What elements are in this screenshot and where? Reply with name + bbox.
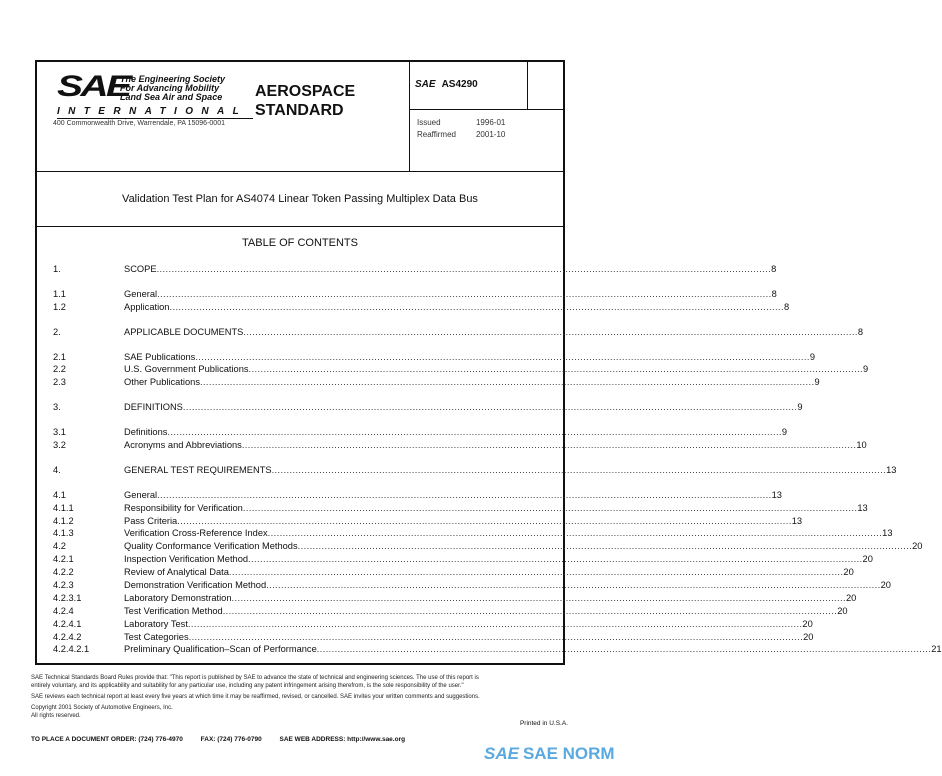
toc-title: Laboratory Test xyxy=(124,618,188,629)
toc-entry[interactable] xyxy=(53,489,782,502)
toc-page: 9 xyxy=(863,364,869,375)
toc-leader xyxy=(229,566,844,579)
tagline-line: The Engineering Society xyxy=(120,74,226,84)
toc-title: Verification Cross-Reference Index xyxy=(124,528,268,539)
toc-leader xyxy=(177,515,792,528)
toc-number: 2.3 xyxy=(53,377,66,388)
toc-title: Preliminary Qualification–Scan of Performance xyxy=(124,644,317,655)
toc-number: 4.1.3 xyxy=(53,528,74,539)
toc-section xyxy=(53,426,867,452)
toc-section xyxy=(53,263,777,276)
toc-entry[interactable] xyxy=(53,263,777,276)
toc-section xyxy=(53,288,790,314)
divider xyxy=(527,62,528,109)
toc-leader xyxy=(272,464,887,477)
web-address[interactable]: SAE WEB ADDRESS: http://www.sae.org xyxy=(279,736,406,743)
toc-entry[interactable] xyxy=(53,502,868,515)
toc-page: 9 xyxy=(814,377,820,388)
watermark-mark: SAE xyxy=(484,744,519,763)
toc-page: 20 xyxy=(843,567,854,578)
document-title: Validation Test Plan for AS4074 Linear Token Passing Multiplex Data Bus xyxy=(37,172,563,227)
toc-title: Definitions xyxy=(124,427,168,438)
toc-page: 20 xyxy=(880,580,891,591)
address: 400 Commonwealth Drive, Warrendale, PA 15096-0001 xyxy=(53,120,225,127)
toc-entry[interactable] xyxy=(53,527,893,540)
toc-leader xyxy=(183,401,798,414)
toc-leader xyxy=(223,605,838,618)
order-info xyxy=(31,736,421,743)
toc-entry[interactable] xyxy=(53,540,923,553)
toc-number: 4.2.4.1 xyxy=(53,618,82,629)
footer xyxy=(31,674,493,720)
toc-title: DEFINITIONS xyxy=(124,402,183,413)
toc-section xyxy=(53,326,864,339)
footer-rules: SAE Technical Standards Board Rules provide that: "This report is published by SAE to advance the state of technical and engineering sciences. The use of this report is entirely voluntary, and its applicability and suitability for any particular use, including any patent infringement arising therefrom, is the sole responsibility of the user." xyxy=(31,675,479,689)
toc-leader xyxy=(298,540,913,553)
toc-number: 2. xyxy=(53,326,61,337)
toc-section xyxy=(53,489,942,657)
toc-page: 20 xyxy=(912,541,923,552)
watermark-text: SAE NORM xyxy=(522,744,615,763)
toc-number: 2.2 xyxy=(53,364,66,375)
toc-title: SCOPE xyxy=(124,264,157,274)
toc-title: APPLICABLE DOCUMENTS xyxy=(124,326,244,337)
sae-mark: SAE xyxy=(415,79,436,90)
toc-page: 13 xyxy=(882,528,893,539)
toc-title: Responsibility for Verification xyxy=(124,502,243,513)
toc-entry[interactable] xyxy=(53,363,869,376)
toc-page: 20 xyxy=(846,592,857,603)
toc-leader xyxy=(157,489,772,502)
issued-label: Issued xyxy=(417,118,441,127)
toc-leader xyxy=(268,527,883,540)
dates-table xyxy=(415,116,525,142)
table-of-contents xyxy=(53,263,942,668)
toc-page: 20 xyxy=(803,631,814,642)
toc-page: 20 xyxy=(862,554,873,565)
footer-review: SAE reviews each technical report at least every five years at which time it may be reaffirmed, revised, or cancelled. SAE invites your written comments and suggestions. xyxy=(31,694,480,700)
divider xyxy=(409,109,563,110)
toc-page: 10 xyxy=(856,440,867,451)
toc-page: 8 xyxy=(857,326,864,337)
toc-title: Application xyxy=(124,301,170,312)
doc-type-line: AEROSPACE xyxy=(255,83,356,100)
toc-entry[interactable] xyxy=(53,326,864,339)
logo-tagline xyxy=(120,75,225,102)
doc-number-text: AS4290 xyxy=(441,79,478,90)
toc-title: Inspection Verification Method xyxy=(124,554,249,565)
toc-number: 4.1.2 xyxy=(53,515,74,526)
toc-number: 2.1 xyxy=(53,351,66,362)
toc-page: 13 xyxy=(791,515,803,526)
toc-number: 3.2 xyxy=(53,440,66,451)
toc-title: Pass Criteria xyxy=(124,515,178,526)
toc-leader xyxy=(249,363,864,376)
toc-title: General xyxy=(124,288,158,299)
toc-leader xyxy=(195,351,810,364)
toc-entry[interactable] xyxy=(53,426,788,439)
toc-section xyxy=(53,401,803,414)
toc-leader xyxy=(243,326,858,339)
toc-title: U.S. Government Publications xyxy=(124,364,249,375)
toc-number: 4.1.1 xyxy=(53,502,74,513)
toc-page: 9 xyxy=(797,402,803,413)
watermark-logo xyxy=(484,744,615,764)
issued-date: 1996-01 xyxy=(475,118,506,127)
toc-entry[interactable] xyxy=(53,515,803,528)
fax: FAX: (724) 776-0790 xyxy=(200,736,262,743)
toc-title: Demonstration Verification Method xyxy=(124,580,267,591)
order-phone: TO PLACE A DOCUMENT ORDER: (724) 776-4970 xyxy=(31,736,183,743)
toc-title: SAE Publications xyxy=(124,351,196,362)
toc-page: 9 xyxy=(781,427,788,438)
toc-title: Review of Analytical Data xyxy=(124,567,229,578)
toc-page: 8 xyxy=(783,301,790,312)
toc-number: 4.1 xyxy=(53,489,66,500)
toc-entry[interactable] xyxy=(53,579,891,592)
printed-in: Printed in U.S.A. xyxy=(519,720,568,727)
doc-type-line: STANDARD xyxy=(255,102,344,119)
toc-leader xyxy=(200,376,815,389)
divider xyxy=(409,62,410,172)
toc-number: 1.1 xyxy=(53,288,66,299)
toc-entry[interactable] xyxy=(53,351,815,364)
toc-leader xyxy=(232,592,847,605)
toc-leader xyxy=(248,553,863,566)
tagline-line: For Advancing Mobility xyxy=(120,83,220,93)
toc-number: 4.2.3.1 xyxy=(53,592,82,603)
toc-entry[interactable] xyxy=(53,439,867,452)
toc-page: 13 xyxy=(771,489,782,500)
toc-page: 20 xyxy=(837,605,848,616)
toc-entry[interactable] xyxy=(53,592,857,605)
toc-entry[interactable] xyxy=(53,566,854,579)
toc-title: Test Categories xyxy=(124,631,189,642)
toc-number: 3. xyxy=(53,402,61,413)
toc-leader xyxy=(242,439,857,452)
toc-entry[interactable] xyxy=(53,643,942,656)
toc-title: Quality Conformance Verification Methods xyxy=(124,541,298,552)
toc-leader xyxy=(189,631,804,644)
document-header-frame xyxy=(35,60,942,665)
toc-page: 8 xyxy=(771,264,777,274)
doc-number xyxy=(415,79,478,90)
toc-leader xyxy=(169,301,784,314)
toc-number: 4.2.4.2 xyxy=(53,631,82,642)
toc-entry[interactable] xyxy=(53,618,813,631)
toc-entry[interactable] xyxy=(53,401,803,414)
toc-leader xyxy=(157,288,772,301)
toc-number: 4.2.4 xyxy=(53,605,74,616)
sae-logo-mark: SAE xyxy=(57,70,130,103)
logo-international: INTERNATIONAL xyxy=(57,106,253,119)
toc-title: Other Publications xyxy=(124,377,200,388)
tagline-line: Land Sea Air and Space xyxy=(120,92,223,102)
toc-section xyxy=(53,464,897,477)
reaffirmed-label: Reaffirmed xyxy=(417,130,456,139)
toc-section xyxy=(53,351,869,390)
toc-number: 4.2.3 xyxy=(53,580,74,591)
toc-title: Acronyms and Abbreviations xyxy=(124,440,242,451)
toc-entry[interactable] xyxy=(53,288,777,301)
toc-title: Laboratory Demonstration xyxy=(124,592,232,603)
toc-leader xyxy=(266,579,881,592)
toc-number: 4.2.2 xyxy=(53,567,74,578)
toc-entry[interactable] xyxy=(53,464,897,477)
toc-heading: TABLE OF CONTENTS xyxy=(242,237,358,249)
toc-leader xyxy=(317,643,932,656)
toc-page: 20 xyxy=(802,618,813,629)
toc-page: 8 xyxy=(771,288,777,299)
toc-number: 1. xyxy=(53,264,61,274)
toc-entry[interactable] xyxy=(53,376,820,389)
copyright: Copyright 2001 Society of Automotive Engineers, Inc. xyxy=(31,705,173,711)
toc-page: 9 xyxy=(809,351,815,362)
toc-title: GENERAL TEST REQUIREMENTS xyxy=(124,464,272,475)
toc-leader xyxy=(188,618,803,631)
toc-page: 13 xyxy=(857,502,868,513)
doc-type xyxy=(255,82,355,120)
toc-entry[interactable] xyxy=(53,301,790,314)
toc-number: 4.2.1 xyxy=(53,554,74,565)
rights: All rights reserved. xyxy=(31,713,81,719)
toc-entry[interactable] xyxy=(53,605,848,618)
toc-number: 4.2.4.2.1 xyxy=(53,644,90,655)
toc-entry[interactable] xyxy=(53,631,814,644)
toc-leader xyxy=(157,263,772,276)
toc-number: 4. xyxy=(53,464,61,475)
reaffirmed-date: 2001-10 xyxy=(475,130,506,139)
toc-title: General xyxy=(124,489,158,500)
toc-number: 3.1 xyxy=(53,427,66,438)
toc-page: 21 xyxy=(931,644,942,655)
toc-number: 4.2 xyxy=(53,541,66,552)
toc-leader xyxy=(243,502,858,515)
header-block xyxy=(37,62,563,172)
toc-leader xyxy=(167,426,782,439)
toc-number: 1.2 xyxy=(53,301,66,312)
toc-page: 13 xyxy=(886,464,897,475)
toc-title: Test Verification Method xyxy=(124,605,223,616)
toc-entry[interactable] xyxy=(53,553,873,566)
